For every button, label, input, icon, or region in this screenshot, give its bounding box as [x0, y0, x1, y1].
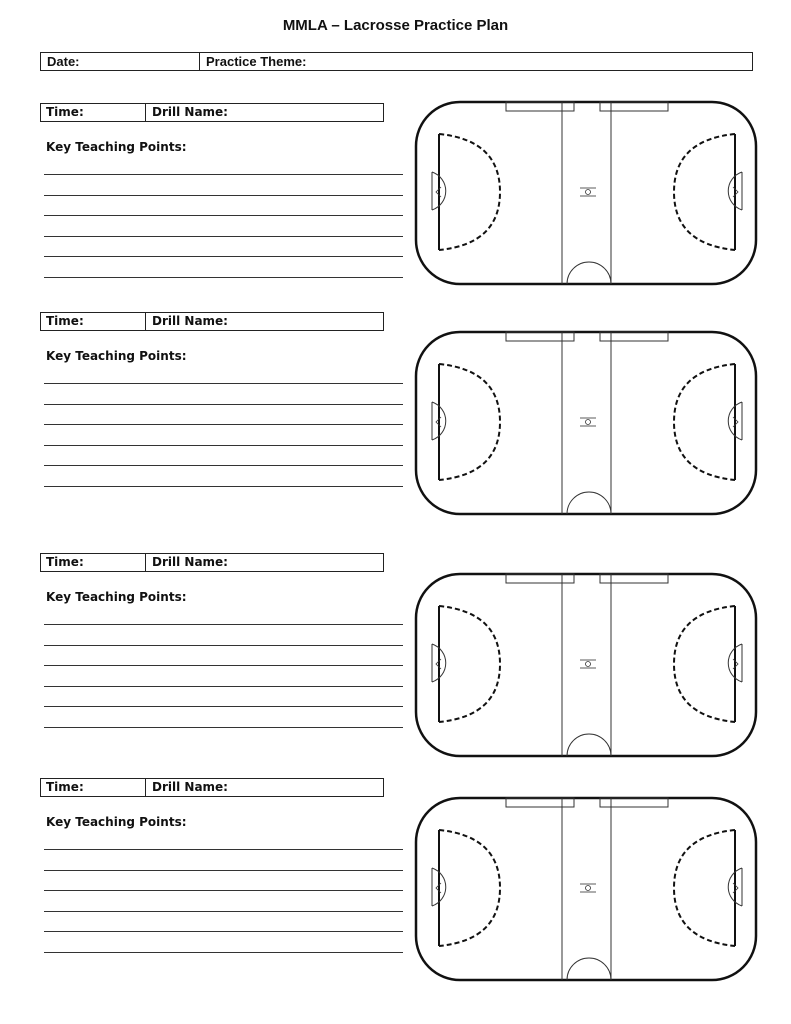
key-teaching-points-label: Key Teaching Points: [46, 815, 187, 829]
key-teaching-points-label: Key Teaching Points: [46, 590, 187, 604]
time-label: Time: [46, 555, 84, 569]
time-label: Time: [46, 105, 84, 119]
drill-section [0, 778, 791, 968]
teaching-point-line[interactable] [44, 727, 403, 728]
drill-section [0, 103, 791, 293]
teaching-point-line[interactable] [44, 445, 403, 446]
teaching-point-line[interactable] [44, 706, 403, 707]
drill-name-field[interactable] [146, 313, 383, 330]
key-teaching-points-label: Key Teaching Points: [46, 140, 187, 154]
teaching-point-line[interactable] [44, 849, 403, 850]
teaching-point-line[interactable] [44, 952, 403, 953]
teaching-point-line[interactable] [44, 465, 403, 466]
lacrosse-field-diagram[interactable] [414, 330, 760, 518]
time-drill-box [40, 553, 384, 572]
practice-theme-field[interactable] [200, 53, 752, 70]
time-field[interactable] [41, 313, 146, 330]
drill-name-label: Drill Name: [152, 780, 228, 794]
lacrosse-field-diagram[interactable] [414, 100, 760, 288]
teaching-point-line[interactable] [44, 256, 403, 257]
teaching-point-line[interactable] [44, 486, 403, 487]
time-field[interactable] [41, 779, 146, 796]
time-drill-box [40, 312, 384, 331]
drill-name-label: Drill Name: [152, 105, 228, 119]
date-label: Date: [47, 54, 80, 69]
drill-section [0, 312, 791, 502]
teaching-point-line[interactable] [44, 236, 403, 237]
teaching-point-line[interactable] [44, 215, 403, 216]
drill-name-field[interactable] [146, 104, 383, 121]
teaching-point-line[interactable] [44, 404, 403, 405]
time-drill-box [40, 778, 384, 797]
time-field[interactable] [41, 104, 146, 121]
date-field[interactable] [41, 53, 200, 70]
header-box [40, 52, 753, 71]
page-title: MMLA – Lacrosse Practice Plan [282, 17, 509, 34]
teaching-point-line[interactable] [44, 665, 403, 666]
practice-theme-label: Practice Theme: [206, 54, 307, 69]
teaching-point-line[interactable] [44, 624, 403, 625]
drill-name-label: Drill Name: [152, 314, 228, 328]
teaching-point-line[interactable] [44, 195, 403, 196]
drill-name-field[interactable] [146, 779, 383, 796]
key-teaching-points-label: Key Teaching Points: [46, 349, 187, 363]
time-drill-box [40, 103, 384, 122]
teaching-point-line[interactable] [44, 645, 403, 646]
teaching-point-line[interactable] [44, 383, 403, 384]
teaching-point-line[interactable] [44, 174, 403, 175]
drill-name-label: Drill Name: [152, 555, 228, 569]
time-label: Time: [46, 314, 84, 328]
teaching-point-line[interactable] [44, 424, 403, 425]
teaching-point-line[interactable] [44, 931, 403, 932]
teaching-point-line[interactable] [44, 911, 403, 912]
drill-section [0, 553, 791, 743]
teaching-point-line[interactable] [44, 277, 403, 278]
time-label: Time: [46, 780, 84, 794]
teaching-point-line[interactable] [44, 686, 403, 687]
lacrosse-field-diagram[interactable] [414, 572, 760, 760]
teaching-point-line[interactable] [44, 890, 403, 891]
time-field[interactable] [41, 554, 146, 571]
drill-name-field[interactable] [146, 554, 383, 571]
lacrosse-field-diagram[interactable] [414, 796, 760, 984]
teaching-point-line[interactable] [44, 870, 403, 871]
